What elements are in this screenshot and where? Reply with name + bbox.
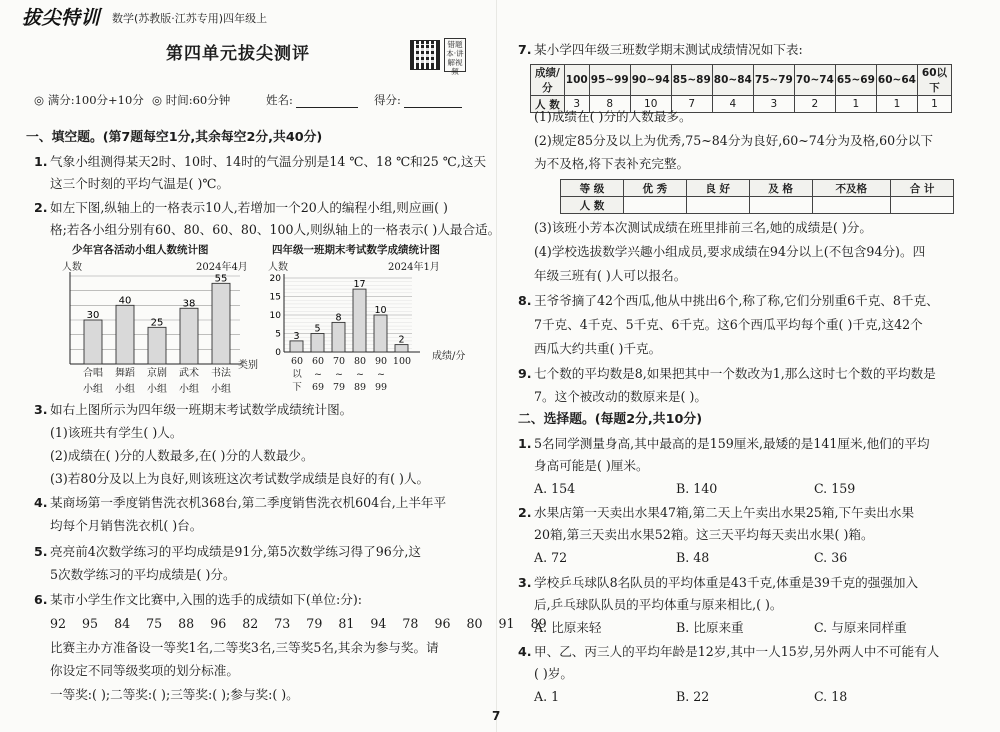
table-header-cell: 合 计 (891, 180, 954, 197)
table-cell: 2 (794, 96, 835, 113)
chart2-bar (311, 334, 324, 353)
chart1-data-label: 30 (86, 310, 100, 321)
c4-line1: 甲、乙、丙三人的平均年龄是12岁,其中一人15岁,另外两人中不可能有人 (534, 644, 940, 659)
table-header-cell: 良 好 (686, 180, 749, 197)
chart2-category-label: 79 (332, 382, 346, 393)
c2-option-b[interactable]: B. 48 (676, 550, 710, 565)
table-cell[interactable] (686, 197, 749, 214)
chart1-data-label: 38 (182, 298, 196, 310)
section-choice-heading: 二、选择题。(每题2分,共10分) (518, 412, 703, 427)
chart2-category-label: 以 (292, 369, 302, 380)
table-cell: 1 (876, 96, 917, 113)
chart2-title: 四年级一班期末考试数学成绩统计图 (272, 244, 440, 256)
c3-option-b[interactable]: B. 比原来重 (676, 620, 744, 635)
chart1-category-label: 小组 (115, 384, 135, 395)
chart2-xlabel: 成绩/分 (432, 351, 466, 362)
chart1-date: 2024年4月 (196, 262, 248, 273)
table-cell[interactable] (812, 197, 890, 214)
chart2-bar (290, 341, 303, 352)
table-header-cell: 成绩/分 (531, 65, 565, 96)
q6-line1: 某市小学生作文比赛中,入围的选手的成绩如下(单位:分): (50, 592, 362, 607)
q6-answers: 一等奖:( );二等奖:( );三等奖:( );参与奖:( )。 (50, 687, 299, 702)
q4-line1: 某商场第一季度销售洗衣机368台,第二季度销售洗衣机604台,上半年平 (50, 495, 447, 510)
table-cell[interactable] (623, 197, 686, 214)
chart2-category-label: 70 (332, 356, 346, 367)
question-number: 1. (34, 154, 48, 169)
question-number: 8. (518, 293, 532, 308)
chart2-ylabel: 人数 (268, 262, 288, 273)
q8-line2: 7千克、4千克、5千克、6千克。这6个西瓜平均每个重( )千克,这42个 (534, 317, 923, 332)
chart1-category-label: 合唱 (83, 368, 103, 379)
chart1-bar (148, 327, 166, 364)
q7-part4: (4)学校选拔数学兴趣小组成员,要求成绩在94分以上(不包含94分)。四 (534, 244, 926, 259)
table-cell: 10 (630, 96, 671, 113)
score-label: 得分: (374, 93, 401, 107)
time-limit: ◎ 时间:60分钟 (152, 93, 231, 107)
q7-part1: (1)成绩在( )分的人数最多。 (534, 109, 692, 124)
table-header-cell: 70~74 (794, 65, 835, 96)
table-cell: 3 (564, 96, 589, 113)
question-number: 7. (518, 42, 532, 57)
question-number: 3. (518, 575, 532, 590)
c4-line2: ( )岁。 (534, 666, 574, 681)
chart2-bar (374, 315, 387, 352)
exam-score-bar-chart (262, 244, 496, 394)
chart2-category-label: 100 (392, 356, 412, 367)
q7-part2b: 为不及格,将下表补充完整。 (534, 156, 690, 171)
q6-line3: 比赛主办方准备设一等奖1名,二等奖3名,三等奖5名,其余为参与奖。请 (50, 640, 439, 655)
table-cell: 1 (917, 96, 951, 113)
c3-option-c[interactable]: C. 与原来同样重 (814, 620, 907, 635)
name-field[interactable] (296, 95, 358, 108)
chart1-bar (212, 283, 230, 364)
score-field[interactable] (404, 95, 462, 108)
table-header-cell: 100 (564, 65, 589, 96)
chart1-bar (84, 320, 102, 364)
qr-label: 错题本·讲解视频 (444, 38, 466, 72)
q7-part2: (2)规定85分及以上为优秀,75~84分为良好,60~74分为及格,60分以下 (534, 133, 933, 148)
chart2-data-label: 2 (398, 334, 405, 346)
q4-line2: 均每个月销售洗衣机( )台。 (50, 518, 203, 533)
q1-line2: 这三个时刻的平均气温是( )℃。 (50, 176, 230, 191)
c2-option-a[interactable]: A. 72 (534, 550, 568, 565)
chart1-category-label: 小组 (211, 384, 231, 395)
q6-line4: 你设定不同等级奖项的划分标准。 (50, 663, 239, 678)
score-distribution-table (530, 64, 952, 113)
qr-code-icon[interactable] (410, 40, 440, 70)
chart2-category-label: ~ (377, 369, 385, 380)
chart2-category-label: 69 (311, 382, 325, 393)
c1-option-b[interactable]: B. 140 (676, 481, 718, 496)
chart2-category-label: 89 (353, 382, 367, 393)
q7-part4b: 年级三班有( )人可以报名。 (534, 268, 687, 283)
c4-option-c[interactable]: C. 18 (814, 689, 848, 704)
c1-line2: 身高可能是( )厘米。 (534, 458, 649, 473)
q7-intro: 某小学四年级三班数学期末测试成绩情况如下表: (534, 42, 803, 57)
question-number: 6. (34, 592, 48, 607)
page-number: 7 (492, 709, 501, 723)
chart1-data-label: 55 (214, 273, 228, 285)
table-header-cell: 95~99 (589, 65, 630, 96)
table-header-cell: 80~84 (712, 65, 753, 96)
c4-option-b[interactable]: B. 22 (676, 689, 710, 704)
table-header-cell: 不及格 (812, 180, 890, 197)
table-cell[interactable] (891, 197, 954, 214)
chart2-y-tick: 10 (269, 311, 281, 321)
c1-option-c[interactable]: C. 159 (814, 481, 856, 496)
chart1-category-label: 武术 (179, 368, 199, 379)
question-number: 5. (34, 544, 48, 559)
c3-line1: 学校乒乓球队8名队员的平均体重是43千克,体重是39千克的强强加入 (534, 575, 919, 590)
chart2-data-label: 17 (353, 279, 366, 291)
q2-line1: 如左下图,纵轴上的一格表示10人,若增加一个20人的编程小组,则应画( ) (50, 200, 448, 215)
q3-part2: (2)成绩在( )分的人数最多,在( )分的人数最少。 (50, 448, 314, 463)
q3-intro: 如右上图所示为四年级一班期末考试数学成绩统计图。 (50, 402, 353, 417)
question-number: 4. (34, 495, 48, 510)
table-header-cell: 优 秀 (623, 180, 686, 197)
grade-level-table (560, 179, 954, 214)
chart1-category-label: 京剧 (147, 368, 167, 379)
chart1-xlabel: 类别 (238, 360, 258, 371)
series-title: 数学(苏教版·江苏专用)四年级上 (112, 12, 268, 25)
c3-line2: 后,乒乓球队队员的平均体重与原来相比,( )。 (534, 597, 783, 612)
q3-part3: (3)若80分及以上为良好,则该班这次考试数学成绩是良好的有( )人。 (50, 471, 430, 486)
chart1-category-label: 书法 (211, 368, 231, 379)
chart2-y-tick: 5 (275, 329, 281, 340)
chart1-bar (180, 308, 198, 364)
chart1-bar (116, 305, 134, 364)
table-cell: 7 (671, 96, 712, 113)
table-cell: 人 数 (561, 197, 624, 214)
table-header-cell: 75~79 (753, 65, 794, 96)
q1-line1: 气象小组测得某天2时、10时、14时的气温分别是14 ℃、18 ℃和25 ℃,这天 (50, 154, 487, 169)
q5-line1: 亮亮前4次数学练习的平均成绩是91分,第5次数学练习得了96分,这 (50, 544, 421, 559)
q3-part1: (1)该班共有学生( )人。 (50, 425, 183, 440)
chart1-ylabel: 人数 (62, 262, 82, 273)
table-cell[interactable] (749, 197, 812, 214)
table-header-cell: 等 级 (561, 180, 624, 197)
chart2-data-label: 10 (374, 305, 387, 316)
chart1-data-label: 25 (150, 317, 164, 329)
chart2-bar (332, 322, 345, 352)
question-number: 1. (518, 436, 532, 451)
chart2-bar (353, 289, 366, 352)
q2-line2: 格;若各小组分别有60、80、60、80、100人,则纵轴上的一格表示( )人最合适。 (50, 222, 501, 237)
chart2-category-label: ~ (314, 369, 322, 380)
table-header-cell: 90~94 (630, 65, 671, 96)
chart2-data-label: 3 (293, 330, 300, 342)
chart1-title: 少年宫各活动小组人数统计图 (72, 244, 209, 256)
c1-option-a[interactable]: A. 154 (534, 481, 576, 496)
chart2-data-label: 8 (335, 312, 342, 324)
brand-logo: 拔尖特训 (22, 7, 101, 29)
activity-group-bar-chart (56, 244, 266, 394)
section-fill-in-heading: 一、填空题。(第7题每空1分,其余每空2分,共40分) (26, 130, 323, 145)
chart2-category-label: 99 (374, 382, 388, 393)
table-cell: 3 (753, 96, 794, 113)
q6-scores: 92 95 84 75 88 96 82 73 79 81 94 78 96 80 91 89 (50, 616, 547, 631)
table-header-cell: 85~89 (671, 65, 712, 96)
c2-option-c[interactable]: C. 36 (814, 550, 848, 565)
chart2-category-label: 80 (353, 356, 367, 367)
chart2-category-label: 下 (292, 382, 302, 393)
c3-option-a[interactable]: A. 比原来轻 (534, 620, 602, 635)
chart2-y-tick: 20 (269, 274, 281, 284)
table-header-cell: 65~69 (835, 65, 876, 96)
chart2-category-label: ~ (356, 369, 364, 380)
question-number: 3. (34, 402, 48, 417)
c2-line1: 水果店第一天卖出水果47箱,第二天上午卖出水果25箱,下午卖出水果 (534, 505, 915, 520)
full-score: ◎ 满分:100分+10分 (34, 93, 144, 107)
chart2-category-label: ~ (335, 369, 343, 380)
chart1-category-label: 小组 (179, 384, 199, 395)
table-cell: 8 (589, 96, 630, 113)
q8-line3: 西瓜大约共重( )千克。 (534, 341, 662, 356)
chart1-category-label: 小组 (147, 384, 167, 395)
page-title: 第四单元拔尖测评 (166, 44, 310, 64)
table-header-cell: 60~64 (876, 65, 917, 96)
chart2-category-label: 60 (311, 356, 325, 367)
chart1-data-label: 40 (118, 295, 132, 307)
table-cell: 1 (835, 96, 876, 113)
question-number: 9. (518, 366, 532, 381)
table-cell: 人 数 (531, 96, 565, 113)
name-label: 姓名: (266, 93, 293, 107)
table-header-cell: 及 格 (749, 180, 812, 197)
q9-line2: 7。这个被改动的数原来是( )。 (534, 389, 707, 404)
chart2-date: 2024年1月 (388, 262, 440, 273)
q9-line1: 七个数的平均数是8,如果把其中一个数改为1,那么这时七个数的平均数是 (534, 366, 936, 381)
question-number: 4. (518, 644, 532, 659)
q5-line2: 5次数学练习的平均成绩是( )分。 (50, 567, 236, 582)
c1-line1: 5名同学测量身高,其中最高的是159厘米,最矮的是141厘米,他们的平均 (534, 436, 930, 451)
q8-line1: 王爷爷摘了42个西瓜,他从中挑出6个,称了称,它们分别重6千克、8千克、 (534, 293, 939, 308)
chart2-data-label: 5 (314, 323, 321, 335)
c2-line2: 20箱,第三天卖出水果52箱。这三天平均每天卖出水果( )箱。 (534, 527, 874, 542)
chart1-category-label: 小组 (83, 384, 103, 395)
table-cell: 4 (712, 96, 753, 113)
question-number: 2. (518, 505, 532, 520)
chart2-bar (395, 345, 408, 352)
question-number: 2. (34, 200, 48, 215)
q7-part3: (3)该班小芳本次测试成绩在班里排前三名,她的成绩是( )分。 (534, 220, 872, 235)
chart1-category-label: 舞蹈 (115, 368, 135, 379)
table-header-cell: 60以下 (917, 65, 951, 96)
c4-option-a[interactable]: A. 1 (534, 689, 560, 704)
chart2-y-tick: 0 (275, 348, 281, 358)
chart2-category-label: 90 (374, 356, 388, 367)
chart2-category-label: 60 (290, 356, 304, 367)
chart2-y-tick: 15 (269, 292, 281, 303)
